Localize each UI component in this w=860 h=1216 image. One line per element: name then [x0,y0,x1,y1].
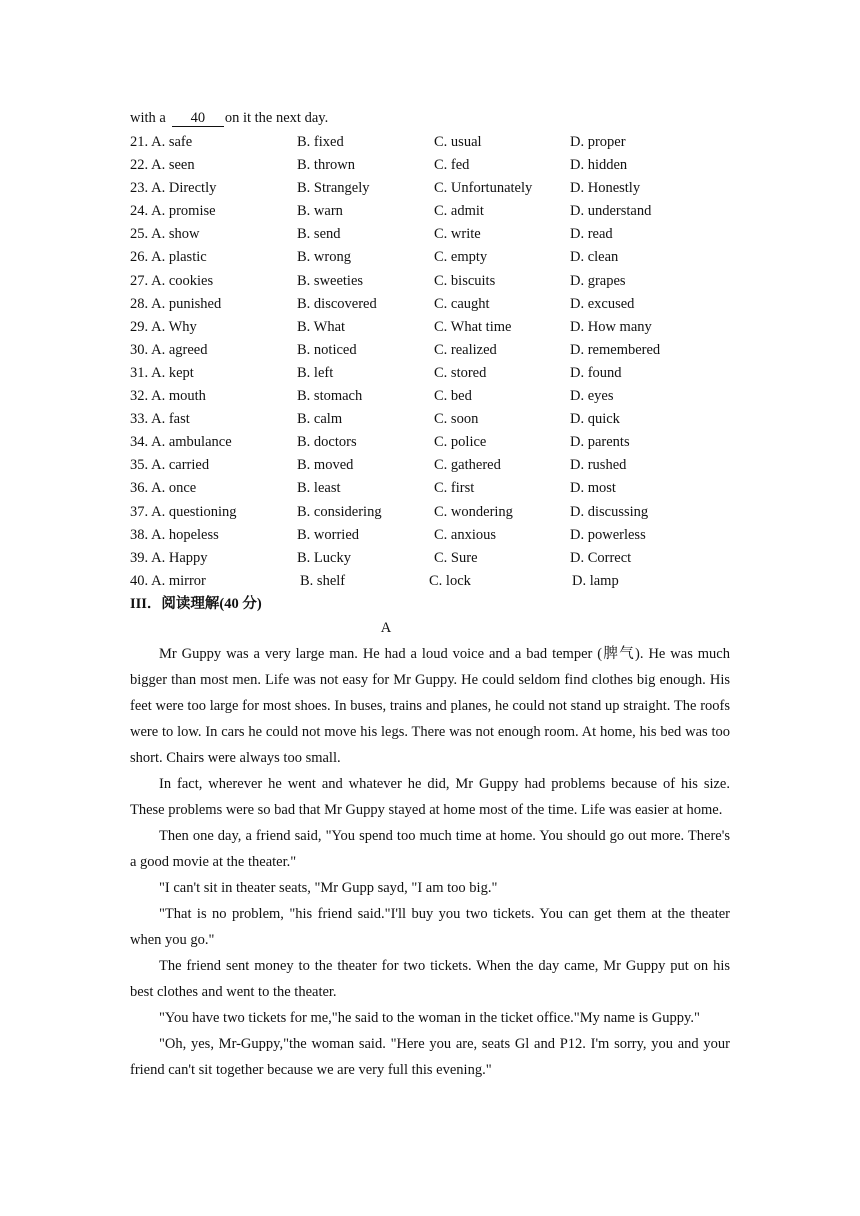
option-c: C. caught [434,295,490,312]
option-d: D. powerless [570,526,646,543]
option-a-text: A. mouth [151,388,206,405]
option-d: D. rushed [570,457,627,474]
option-b: B. moved [297,457,354,474]
question-number: 36. [130,480,149,497]
option-a [130,431,232,454]
option-row [130,408,730,431]
option-a [130,200,216,223]
option-row [130,362,730,385]
option-a [130,385,206,408]
passage-paragraph: Then one day, a friend said, "You spend too much time at home. You should go out more. There's a good movie at the theater." [130,827,730,870]
option-b: B. discovered [297,295,377,312]
question-number: 32. [130,388,149,405]
question-number: 35. [130,457,149,474]
exam-page [130,108,730,1083]
question-number: 24. [130,203,149,220]
option-a-text: A. Directly [151,180,217,197]
option-d: D. parents [570,434,630,451]
option-c: C. write [434,226,481,243]
blank-40: 40 [172,110,224,127]
option-b: B. stomach [297,388,363,405]
option-a [130,177,216,200]
option-a [130,570,206,593]
option-d: D. most [570,480,616,497]
option-a-text: A. show [151,226,200,243]
question-number: 27. [130,272,149,289]
question-number: 21. [130,134,149,150]
option-a [130,477,196,500]
section-heading: III．阅读理解(40 分) [130,595,262,612]
question-number: 39. [130,549,149,566]
option-d: D. How many [570,318,652,335]
option-b: B. What [297,318,346,335]
option-d: D. clean [570,249,619,266]
option-a [130,270,213,293]
option-a [130,362,194,385]
option-c: C. realized [434,341,497,358]
option-a [130,524,219,547]
option-b: B. wrong [297,249,351,266]
option-row [130,501,730,524]
question-number: 33. [130,411,149,428]
option-a [130,339,207,362]
option-b: B. worried [297,526,360,543]
option-a-text: A. Why [151,318,197,335]
option-a-text: A. agreed [151,341,208,358]
option-a-text: A. cookies [151,272,214,289]
option-row [130,547,730,570]
option-row [130,431,730,454]
option-c: C. first [434,480,475,497]
option-a-text: A. ambulance [151,434,232,451]
passage-paragraph: "That is no problem, "his friend said."I'll buy you two tickets. You can get them at the theater when you go." [130,905,730,948]
question-number: 26. [130,249,149,266]
option-d: D. Correct [570,549,632,566]
option-row [130,454,730,477]
option-a-text: A. hopeless [151,526,219,543]
passage-paragraph: The friend sent money to the theater for two tickets. When the day came, Mr Guppy put on his best clothes and went to the theater. [130,957,730,1000]
option-a-text: A. carried [151,457,210,474]
option-c: C. lock [429,572,471,589]
option-row [130,316,730,339]
option-c: C. empty [434,249,488,266]
option-c: C. Sure [434,549,478,566]
option-b: B. send [297,226,341,243]
option-row [130,131,730,154]
option-row [130,200,730,223]
question-number: 22. [130,157,149,174]
question-number: 30. [130,341,149,358]
option-a [130,293,221,316]
question-number: 25. [130,226,149,243]
option-d: D. eyes [570,388,614,405]
question-number: 31. [130,364,149,381]
option-row [130,177,730,200]
passage-body [130,641,730,1083]
passage-paragraph: In fact, wherever he went and whatever he did, Mr Guppy had problems because of his size. These problems were so bad that Mr Guppy stayed at home most of the time. Life was easier at home. [130,775,730,818]
option-a-text: A. questioning [151,503,237,520]
option-a [130,501,237,524]
passage-paragraph: "You have two tickets for me,"he said to the woman in the ticket office."My name is Guppy." [159,1009,700,1026]
option-row [130,524,730,547]
option-a [130,131,192,154]
option-c: C. anxious [434,526,497,543]
option-c: C. bed [434,388,472,405]
option-row [130,339,730,362]
option-c: C. Unfortunately [434,180,533,197]
option-b: B. least [297,480,341,497]
option-c: C. fed [434,157,470,174]
option-c: C. wondering [434,503,513,520]
option-b: B. doctors [297,434,357,451]
option-row [130,385,730,408]
option-a-text: A. plastic [151,249,207,266]
option-d: D. discussing [570,503,649,520]
question-number: 38. [130,526,149,543]
option-d: D. read [570,226,613,243]
passage-last-line [130,108,730,128]
option-row [130,477,730,500]
option-a-text: A. punished [151,295,222,312]
option-d: D. excused [570,295,635,312]
question-number: 40. [130,572,149,589]
passage-paragraph: Mr Guppy was a very large man. He had a loud voice and a bad temper (脾气). He was much bigger than most men. Life was not easy for Mr Guppy. He could seldom find clothes big enough. His feet were too large for most shoes. In buses, trains and planes, he could not stand up straight. The roofs were to low. In cars he could not move his legs. There was not enough room. At home, his bed was too short. Chairs were always too small. [130,645,730,766]
option-a-text: A. mirror [151,572,206,589]
option-a [130,408,190,431]
option-row [130,270,730,293]
question-number: 28. [130,295,149,312]
option-row [130,570,730,593]
option-d: D. proper [570,134,626,150]
intro-text-after: on it the next day. [224,110,329,126]
option-c: C. soon [434,411,479,428]
option-d: D. found [570,364,622,381]
option-a [130,547,208,570]
question-number: 34. [130,434,149,451]
option-c: C. usual [434,134,482,150]
option-c: C. admit [434,203,484,220]
option-d: D. remembered [570,341,661,358]
option-b: B. warn [297,203,343,220]
option-a-text: A. Happy [151,549,208,566]
question-number: 37. [130,503,149,520]
option-a-text: A. once [151,480,197,497]
option-c: C. biscuits [434,272,496,289]
option-c: C. What time [434,318,512,335]
intro-text-before: with a [130,110,166,126]
option-b: B. considering [297,503,382,520]
option-b: B. thrown [297,157,355,174]
option-a-text: A. safe [151,134,193,150]
option-b: B. Strangely [297,180,370,197]
option-d: D. grapes [570,272,626,289]
option-d: D. hidden [570,157,628,174]
option-a-text: A. seen [151,157,195,174]
option-row [130,246,730,269]
option-row [130,154,730,177]
option-d: D. quick [570,411,620,428]
passage-paragraph: "I can't sit in theater seats, "Mr Gupp sayd, "I am too big." [159,879,498,896]
option-b: B. noticed [297,341,357,358]
option-a [130,246,207,269]
option-c: C. gathered [434,457,501,474]
option-d: D. understand [570,203,652,220]
passage-title: A [380,619,392,636]
question-number: 29. [130,318,149,335]
option-b: B. calm [297,411,343,428]
options-list [130,131,730,593]
option-a [130,154,195,177]
option-a [130,454,209,477]
option-row [130,293,730,316]
option-b: B. shelf [300,572,346,589]
question-number: 23. [130,180,149,197]
passage-paragraph: "Oh, yes, Mr-Guppy,"the woman said. "Here you are, seats Gl and P12. I'm sorry, you and your friend can't sit together because we are very full this evening." [130,1035,730,1078]
option-d: D. Honestly [570,180,641,197]
option-a [130,223,199,246]
option-c: C. police [434,434,487,451]
option-b: B. left [297,364,334,381]
option-d: D. lamp [572,572,619,589]
option-c: C. stored [434,364,487,381]
option-row [130,223,730,246]
option-b: B. fixed [297,134,344,150]
option-b: B. sweeties [297,272,364,289]
option-a [130,316,197,339]
option-b: B. Lucky [297,549,351,566]
option-a-text: A. fast [151,411,190,428]
option-a-text: A. promise [151,203,216,220]
option-a-text: A. kept [151,364,194,381]
